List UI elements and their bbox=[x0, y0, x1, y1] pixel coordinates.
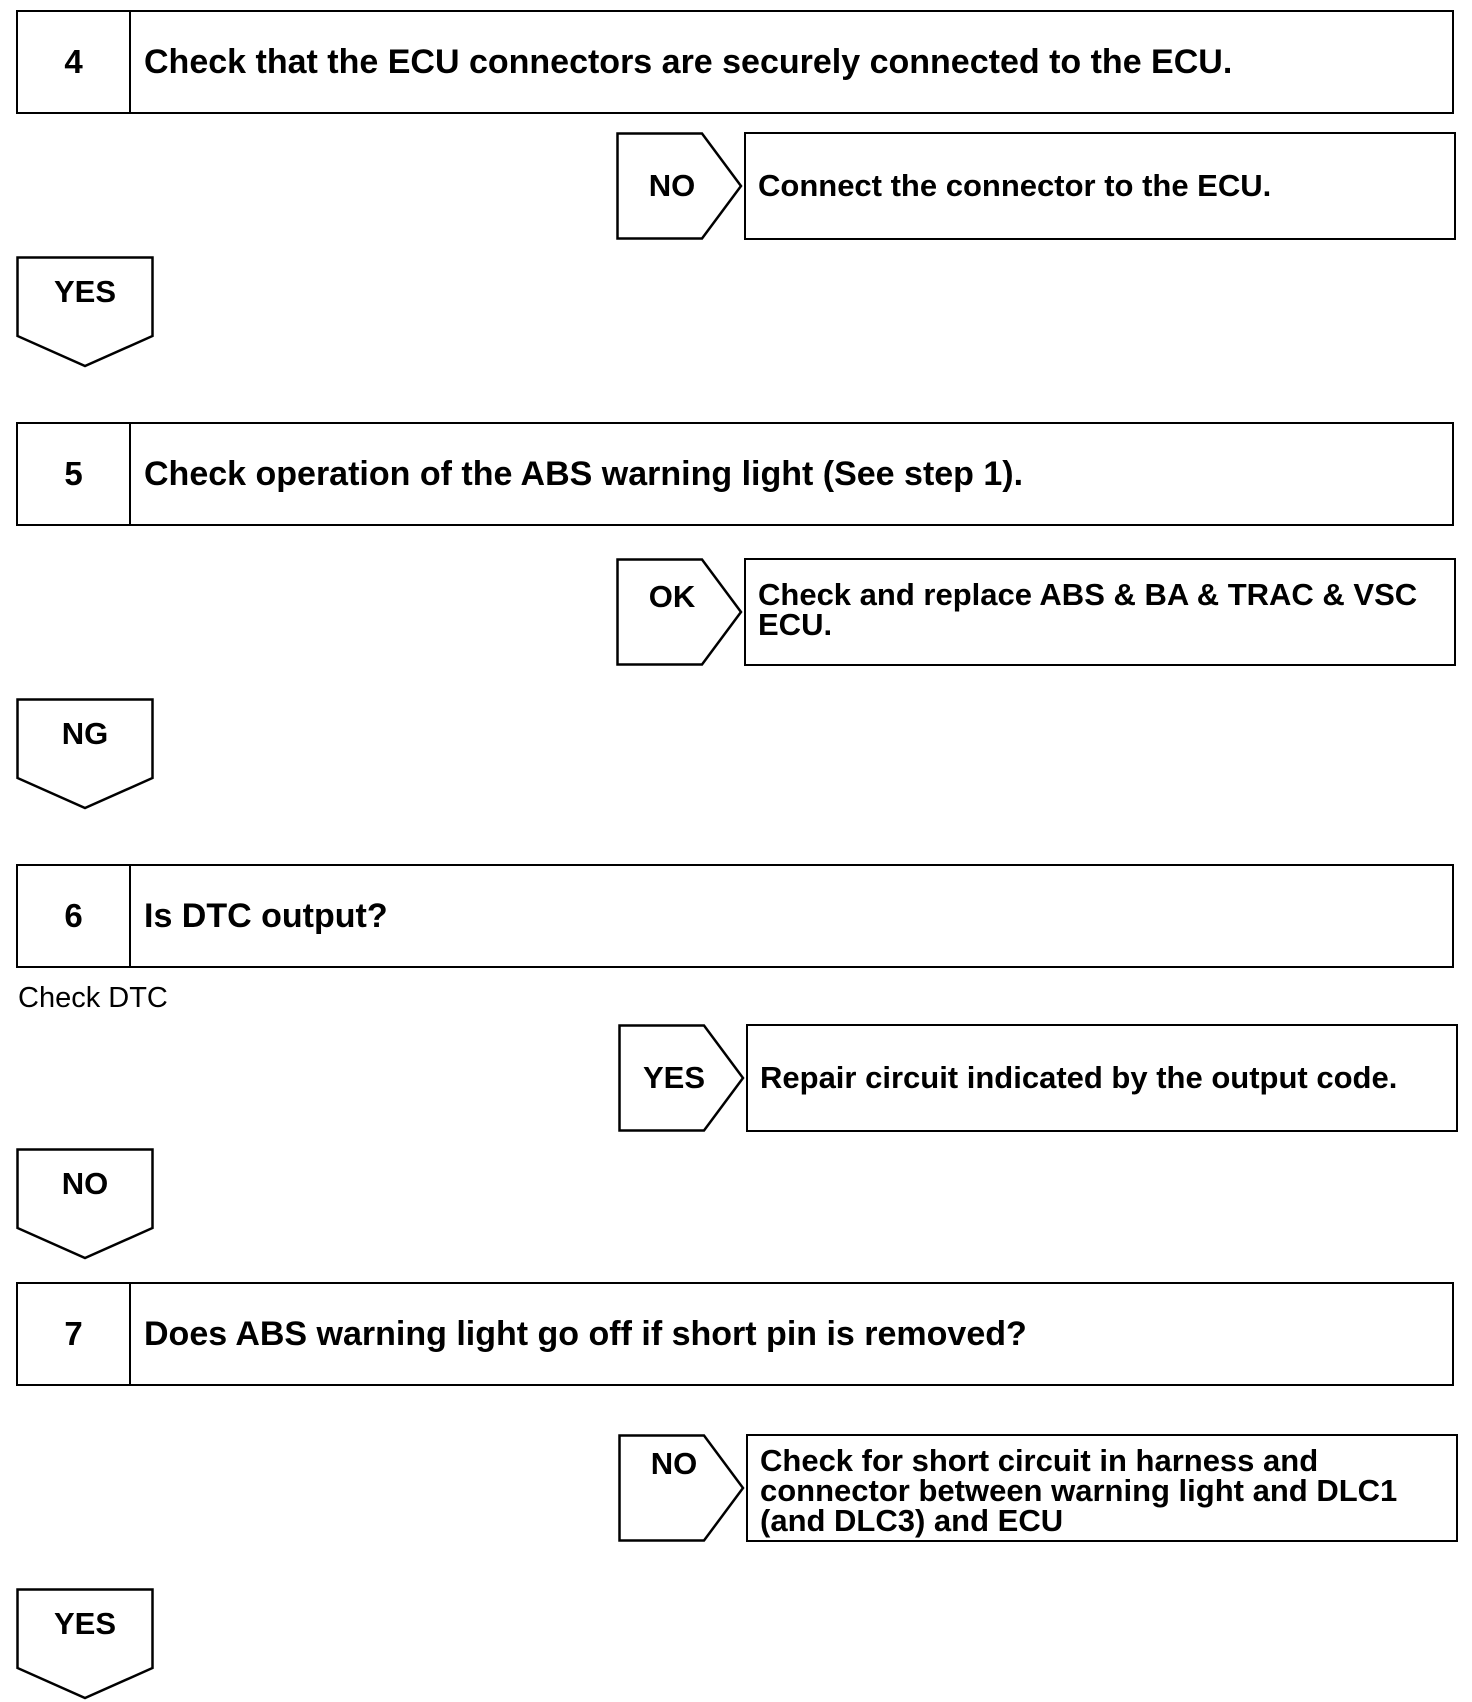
continue-arrow-yes bbox=[16, 256, 154, 368]
step-question: Check operation of the ABS warning light (See step 1). bbox=[144, 454, 1024, 493]
step-5-box bbox=[16, 422, 1454, 526]
continue-label: YES bbox=[53, 274, 117, 309]
branch-action-box: Check for short circuit in harness and connector between warning light and DLC1 (and DLC3) and ECU bbox=[746, 1434, 1458, 1542]
branch-arrow-no bbox=[616, 132, 744, 240]
branch-arrow-ok bbox=[616, 558, 744, 666]
step-4-box bbox=[16, 10, 1454, 114]
step-question: Check that the ECU connectors are securely connected to the ECU. bbox=[144, 42, 1233, 81]
step-number: 5 bbox=[18, 424, 131, 524]
step-number: 7 bbox=[18, 1284, 131, 1384]
branch-label: NO bbox=[650, 1446, 698, 1481]
branch-action-box: Check and replace ABS & BA & TRAC & VSC ECU. bbox=[744, 558, 1456, 666]
step-7-box bbox=[16, 1282, 1454, 1386]
down-arrow-tag-icon bbox=[16, 698, 154, 810]
step-question: Does ABS warning light go off if short pin is removed? bbox=[144, 1314, 1027, 1353]
down-arrow-tag-icon bbox=[16, 1588, 154, 1700]
down-arrow-tag-icon bbox=[16, 1148, 154, 1260]
branch-arrow-yes bbox=[618, 1024, 746, 1132]
branch-arrow-no bbox=[618, 1434, 746, 1542]
continue-label: NO bbox=[61, 1166, 109, 1201]
step-6-box bbox=[16, 864, 1454, 968]
branch-label: OK bbox=[648, 579, 696, 614]
down-arrow-tag-icon bbox=[16, 256, 154, 368]
branch-label: NO bbox=[648, 168, 696, 203]
step-number: 6 bbox=[18, 866, 131, 966]
branch-label: YES bbox=[642, 1060, 706, 1095]
step-note: Check DTC bbox=[18, 982, 168, 1014]
continue-label: YES bbox=[53, 1606, 117, 1641]
step-question: Is DTC output? bbox=[144, 896, 388, 935]
step-number: 4 bbox=[18, 12, 131, 112]
continue-arrow-yes bbox=[16, 1588, 154, 1700]
continue-label: NG bbox=[61, 716, 109, 751]
continue-arrow-ng bbox=[16, 698, 154, 810]
branch-action-box: Repair circuit indicated by the output code. bbox=[746, 1024, 1458, 1132]
continue-arrow-no bbox=[16, 1148, 154, 1260]
branch-action-box: Connect the connector to the ECU. bbox=[744, 132, 1456, 240]
